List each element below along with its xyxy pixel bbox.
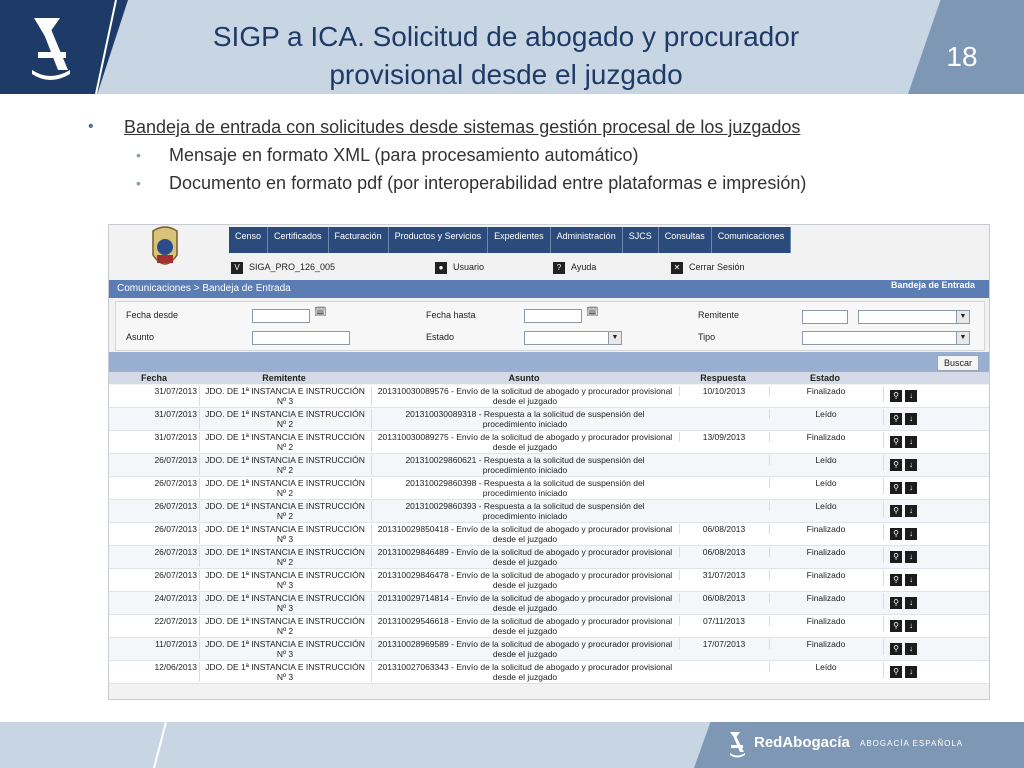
cell-respuesta: 07/11/2013	[679, 616, 768, 626]
view-icon[interactable]: ⚲	[890, 482, 902, 494]
cell-remitente-line2: Nº 3	[276, 580, 294, 590]
bullet-sub-item	[88, 141, 988, 169]
download-icon[interactable]: ↓	[905, 413, 917, 425]
cell-asunto	[371, 409, 678, 429]
calendar-icon[interactable]: 🗓	[314, 307, 327, 318]
header-divider	[88, 0, 128, 94]
cell-remitente-line1: JDO. DE 1ª INSTANCIA E INSTRUCCIÓN	[205, 570, 365, 580]
cell-actions	[883, 616, 950, 632]
cell-respuesta: 06/08/2013	[679, 547, 768, 557]
menu-item-comunicaciones[interactable]: Comunicaciones	[712, 227, 792, 253]
cell-fecha: 26/07/2013	[154, 570, 197, 580]
view-icon[interactable]: ⚲	[890, 413, 902, 425]
app-screenshot	[108, 224, 990, 700]
user-link-text: Usuario	[453, 262, 485, 272]
cell-fecha: 24/07/2013	[154, 593, 197, 603]
download-icon[interactable]: ↓	[905, 436, 917, 448]
help-icon: ?	[553, 262, 565, 274]
cell-fecha: 26/07/2013	[154, 478, 197, 488]
cell-remitente-line1: JDO. DE 1ª INSTANCIA E INSTRUCCIÓN	[205, 524, 365, 534]
tipo-select[interactable]	[802, 331, 970, 345]
cell-asunto	[371, 547, 678, 567]
download-icon[interactable]: ↓	[905, 528, 917, 540]
cell-remitente-line2: Nº 2	[276, 511, 294, 521]
view-icon[interactable]: ⚲	[890, 643, 902, 655]
cell-remitente-line2: Nº 3	[276, 672, 294, 682]
cell-asunto-line1: 201310029546618 - Envío de la solicitud de abogado y procurador provisional	[377, 616, 673, 626]
cell-remitente	[199, 639, 370, 659]
fecha-hasta-label: Fecha hasta	[426, 310, 476, 320]
cell-asunto-line1: 201310030089576 - Envío de la solicitud de abogado y procurador provisional	[377, 386, 673, 396]
bullet-dot-icon: •	[136, 147, 141, 163]
download-icon[interactable]: ↓	[905, 459, 917, 471]
view-icon[interactable]: ⚲	[890, 666, 902, 678]
cell-estado: Leído	[769, 662, 882, 672]
view-icon[interactable]: ⚲	[890, 390, 902, 402]
table-row[interactable]	[109, 592, 989, 615]
menu-item-certificados[interactable]: Certificados	[268, 227, 329, 253]
redabogacia-logo-icon	[728, 730, 748, 758]
app-code-text: SIGA_PRO_126_005	[249, 262, 336, 272]
cell-asunto	[371, 662, 678, 682]
cell-estado: Leído	[769, 455, 882, 465]
cell-remitente	[199, 409, 370, 429]
cell-remitente	[199, 432, 370, 452]
cell-remitente-line2: Nº 3	[276, 396, 294, 406]
cell-remitente-line2: Nº 3	[276, 603, 294, 613]
view-icon[interactable]: ⚲	[890, 528, 902, 540]
remitente-label: Remitente	[698, 310, 740, 320]
cell-asunto-line2: desde el juzgado	[492, 557, 558, 567]
cell-actions	[883, 570, 950, 586]
cell-remitente	[199, 662, 370, 682]
table-row[interactable]	[109, 661, 989, 684]
remitente-input[interactable]	[802, 310, 848, 324]
slide-title-line2: provisional desde el juzgado	[329, 59, 683, 90]
cell-remitente	[199, 593, 370, 613]
view-icon[interactable]: ⚲	[890, 459, 902, 471]
download-icon[interactable]: ↓	[905, 574, 917, 586]
cell-asunto-line2: desde el juzgado	[492, 649, 558, 659]
view-icon[interactable]: ⚲	[890, 436, 902, 448]
download-icon[interactable]: ↓	[905, 505, 917, 517]
download-icon[interactable]: ↓	[905, 597, 917, 609]
cell-remitente-line1: JDO. DE 1ª INSTANCIA E INSTRUCCIÓN	[205, 662, 365, 672]
cell-actions	[883, 455, 950, 471]
menu-item-censo[interactable]: Censo	[229, 227, 268, 253]
bullet-dot-icon: •	[88, 118, 94, 135]
col-fecha[interactable]: Fecha	[140, 373, 167, 383]
cell-respuesta: 10/10/2013	[679, 386, 768, 396]
slide-title	[150, 18, 862, 94]
table-row[interactable]	[109, 615, 989, 638]
asunto-input[interactable]	[252, 331, 350, 345]
download-icon[interactable]: ↓	[905, 643, 917, 655]
cell-remitente	[199, 455, 370, 475]
cell-remitente	[199, 524, 370, 544]
view-icon[interactable]: ⚲	[890, 620, 902, 632]
menu-item-sjcs[interactable]: SJCS	[623, 227, 659, 253]
col-asunto[interactable]: Asunto	[508, 373, 540, 383]
cell-remitente	[199, 616, 370, 636]
cell-asunto	[371, 593, 678, 613]
cell-asunto-line1: 201310028969589 - Envío de la solicitud de abogado y procurador provisional	[377, 639, 673, 649]
bullet-main-text: Bandeja de entrada con solicitudes desde sistemas gestión procesal de los juzgados	[124, 117, 801, 137]
cell-asunto	[371, 386, 678, 406]
cell-asunto-line2: desde el juzgado	[492, 603, 558, 613]
cell-remitente-line1: JDO. DE 1ª INSTANCIA E INSTRUCCIÓN	[205, 616, 365, 626]
cell-asunto-line2: procedimiento iniciado	[482, 419, 568, 429]
cell-estado: Finalizado	[769, 524, 882, 534]
filter-panel	[115, 301, 985, 351]
table-row[interactable]	[109, 638, 989, 661]
footer-divider	[150, 722, 170, 768]
cell-remitente	[199, 570, 370, 590]
cell-actions	[883, 547, 950, 563]
bullet-sub-item	[88, 169, 988, 197]
remitente-select[interactable]	[858, 310, 970, 324]
cell-asunto-line1: 201310027063343 - Envío de la solicitud de abogado y procurador provisional	[377, 662, 673, 672]
breadcrumb: Comunicaciones > Bandeja de Entrada	[117, 283, 291, 294]
cell-estado: Leído	[769, 478, 882, 488]
cell-asunto-line2: desde el juzgado	[492, 580, 558, 590]
view-icon[interactable]: ⚲	[890, 551, 902, 563]
cell-actions	[883, 409, 950, 425]
cell-estado: Finalizado	[769, 593, 882, 603]
cell-asunto-line2: desde el juzgado	[492, 626, 558, 636]
cell-estado: Leído	[769, 501, 882, 511]
cell-estado: Finalizado	[769, 386, 882, 396]
cell-fecha: 26/07/2013	[154, 501, 197, 511]
main-menu	[229, 227, 791, 253]
cell-fecha: 11/07/2013	[155, 639, 197, 649]
table-row[interactable]	[109, 385, 989, 408]
cell-respuesta: 13/09/2013	[679, 432, 768, 442]
logout-link[interactable]	[671, 259, 745, 275]
menu-item-productos[interactable]: Productos y Servicios	[389, 227, 489, 253]
cell-estado: Finalizado	[769, 639, 882, 649]
view-icon[interactable]: ⚲	[890, 574, 902, 586]
menu-item-facturacion[interactable]: Facturación	[329, 227, 389, 253]
breadcrumb-bar	[109, 280, 989, 298]
cell-remitente-line2: Nº 2	[276, 419, 294, 429]
help-link[interactable]	[553, 259, 596, 275]
cell-remitente-line1: JDO. DE 1ª INSTANCIA E INSTRUCCIÓN	[205, 639, 365, 649]
cell-asunto-line2: procedimiento iniciado	[482, 511, 568, 521]
cell-asunto	[371, 478, 678, 498]
estado-select[interactable]	[524, 331, 622, 345]
bullet-dot-icon: •	[136, 175, 141, 191]
table-body	[109, 385, 989, 684]
download-icon[interactable]: ↓	[905, 551, 917, 563]
cell-remitente-line1: JDO. DE 1ª INSTANCIA E INSTRUCCIÓN	[205, 501, 365, 511]
view-icon[interactable]: ⚲	[890, 597, 902, 609]
table-row[interactable]	[109, 431, 989, 454]
download-icon[interactable]: ↓	[905, 390, 917, 402]
cell-remitente-line1: JDO. DE 1ª INSTANCIA E INSTRUCCIÓN	[205, 409, 365, 419]
fecha-hasta-input[interactable]	[524, 309, 582, 323]
cell-asunto	[371, 432, 678, 452]
download-icon[interactable]: ↓	[905, 620, 917, 632]
download-icon[interactable]: ↓	[905, 482, 917, 494]
cell-asunto	[371, 570, 678, 590]
cell-actions	[883, 386, 950, 402]
cell-asunto-line1: 201310029846489 - Envío de la solicitud de abogado y procurador provisional	[377, 547, 673, 557]
cell-fecha: 12/06/2013	[154, 662, 197, 672]
cell-asunto-line1: 201310029860621 - Respuesta a la solicitud de suspensión del	[405, 455, 645, 465]
search-bar	[109, 352, 989, 372]
table-row[interactable]	[109, 500, 989, 523]
table-header	[109, 372, 989, 384]
section-title: Bandeja de Entrada	[890, 280, 975, 290]
cell-remitente-line1: JDO. DE 1ª INSTANCIA E INSTRUCCIÓN	[205, 455, 365, 465]
cell-remitente-line1: JDO. DE 1ª INSTANCIA E INSTRUCCIÓN	[205, 547, 365, 557]
bullet-sub2-text: Documento en formato pdf (por interoperabilidad entre plataformas e impresión)	[169, 173, 807, 193]
slide-number: 18	[946, 41, 978, 72]
cell-actions	[883, 478, 950, 494]
cell-asunto-line1: 201310030089275 - Envío de la solicitud de abogado y procurador provisional	[377, 432, 673, 442]
cell-respuesta: 17/07/2013	[679, 639, 768, 649]
fecha-desde-label: Fecha desde	[126, 310, 179, 320]
cell-asunto-line2: desde el juzgado	[492, 672, 558, 682]
cell-remitente-line1: JDO. DE 1ª INSTANCIA E INSTRUCCIÓN	[205, 593, 365, 603]
col-respuesta[interactable]: Respuesta	[700, 373, 746, 383]
cell-actions	[883, 639, 950, 655]
cell-fecha: 31/07/2013	[154, 432, 197, 442]
buscar-button[interactable]: Buscar	[937, 355, 979, 371]
cell-respuesta: 06/08/2013	[679, 593, 768, 603]
cell-remitente-line1: JDO. DE 1ª INSTANCIA E INSTRUCCIÓN	[205, 478, 365, 488]
user-icon: ●	[435, 262, 447, 274]
cell-remitente	[199, 478, 370, 498]
cell-actions	[883, 432, 950, 448]
cell-actions	[883, 524, 950, 540]
cell-asunto	[371, 455, 678, 475]
user-link[interactable]	[435, 259, 484, 275]
menu-item-expedientes[interactable]: Expedientes	[488, 227, 551, 253]
menu-item-administracion[interactable]: Administración	[551, 227, 623, 253]
cell-fecha: 26/07/2013	[154, 455, 197, 465]
cell-estado: Finalizado	[769, 547, 882, 557]
cell-asunto-line2: procedimiento iniciado	[482, 465, 568, 475]
bullet-list	[88, 113, 988, 197]
cell-asunto-line1: 201310029846478 - Envío de la solicitud de abogado y procurador provisional	[377, 570, 673, 580]
cell-actions	[883, 593, 950, 609]
estado-label: Estado	[426, 332, 455, 342]
table-row[interactable]	[109, 569, 989, 592]
table-row[interactable]	[109, 408, 989, 431]
cell-fecha: 31/07/2013	[154, 386, 197, 396]
bullet-item	[88, 113, 988, 141]
app-code-icon: V	[231, 262, 243, 274]
cell-asunto-line1: 201310029714814 - Envío de la solicitud de abogado y procurador provisional	[377, 593, 673, 603]
cell-respuesta: 31/07/2013	[679, 570, 768, 580]
cell-fecha: 22/07/2013	[154, 616, 197, 626]
asunto-label: Asunto	[126, 332, 155, 342]
bullet-sub1-text: Mensaje en formato XML (para procesamiento automático)	[169, 145, 639, 165]
cell-remitente	[199, 501, 370, 521]
cell-asunto-line1: 201310030089318 - Respuesta a la solicitud de suspensión del	[405, 409, 645, 419]
fecha-desde-input[interactable]	[252, 309, 310, 323]
cell-respuesta: 06/08/2013	[679, 524, 768, 534]
cell-remitente	[199, 386, 370, 406]
cell-fecha: 26/07/2013	[154, 524, 197, 534]
col-remitente[interactable]: Remitente	[262, 373, 306, 383]
cell-estado: Finalizado	[769, 432, 882, 442]
cell-asunto	[371, 639, 678, 659]
table-row[interactable]	[109, 523, 989, 546]
cell-actions	[883, 662, 950, 678]
menu-item-consultas[interactable]: Consultas	[659, 227, 712, 253]
logout-icon: ✕	[671, 262, 683, 274]
footer-brand: RedAbogacía	[754, 734, 850, 751]
abogacia-logo-icon	[26, 12, 86, 82]
cell-asunto-line2: desde el juzgado	[492, 396, 558, 406]
cell-asunto-line1: 201310029860393 - Respuesta a la solicitud de suspensión del	[405, 501, 645, 511]
logout-link-text: Cerrar Sesión	[689, 262, 745, 272]
cell-estado: Leído	[769, 409, 882, 419]
cell-remitente	[199, 547, 370, 567]
cell-remitente-line2: Nº 3	[276, 534, 294, 544]
cell-asunto-line1: 201310029850418 - Envío de la solicitud de abogado y procurador provisional	[377, 524, 673, 534]
cell-remitente-line2: Nº 2	[276, 626, 294, 636]
cell-estado: Finalizado	[769, 570, 882, 580]
table-row[interactable]	[109, 454, 989, 477]
slide-title-line1: SIGP a ICA. Solicitud de abogado y procurador	[212, 21, 800, 52]
cell-remitente-line1: JDO. DE 1ª INSTANCIA E INSTRUCCIÓN	[205, 432, 365, 442]
cell-asunto	[371, 616, 678, 636]
cell-remitente-line2: Nº 2	[276, 557, 294, 567]
cell-remitente-line2: Nº 3	[276, 649, 294, 659]
app-code	[231, 259, 335, 275]
cell-remitente-line2: Nº 2	[276, 465, 294, 475]
cell-remitente-line2: Nº 2	[276, 442, 294, 452]
cell-asunto-line2: desde el juzgado	[492, 534, 558, 544]
col-estado[interactable]: Estado	[809, 373, 840, 383]
cell-estado: Finalizado	[769, 616, 882, 626]
cell-fecha: 31/07/2013	[154, 409, 197, 419]
tipo-label: Tipo	[698, 332, 716, 342]
cell-asunto-line1: 201310029860398 - Respuesta a la solicitud de suspensión del	[405, 478, 645, 488]
cell-asunto	[371, 501, 678, 521]
crest-icon	[147, 225, 183, 279]
view-icon[interactable]: ⚲	[890, 505, 902, 517]
download-icon[interactable]: ↓	[905, 666, 917, 678]
cell-remitente-line2: Nº 2	[276, 488, 294, 498]
cell-remitente-line1: JDO. DE 1ª INSTANCIA E INSTRUCCIÓN	[205, 386, 365, 396]
cell-asunto-line2: desde el juzgado	[492, 442, 558, 452]
help-link-text: Ayuda	[571, 262, 597, 272]
cell-actions	[883, 501, 950, 517]
calendar-icon[interactable]: 🗓	[586, 307, 599, 318]
cell-fecha: 26/07/2013	[154, 547, 197, 557]
table-row[interactable]	[109, 546, 989, 569]
footer-subbrand: ABOGACÍA ESPAÑOLA	[860, 739, 964, 748]
table-row[interactable]	[109, 477, 989, 500]
cell-asunto	[371, 524, 678, 544]
cell-asunto-line2: procedimiento iniciado	[482, 488, 568, 498]
